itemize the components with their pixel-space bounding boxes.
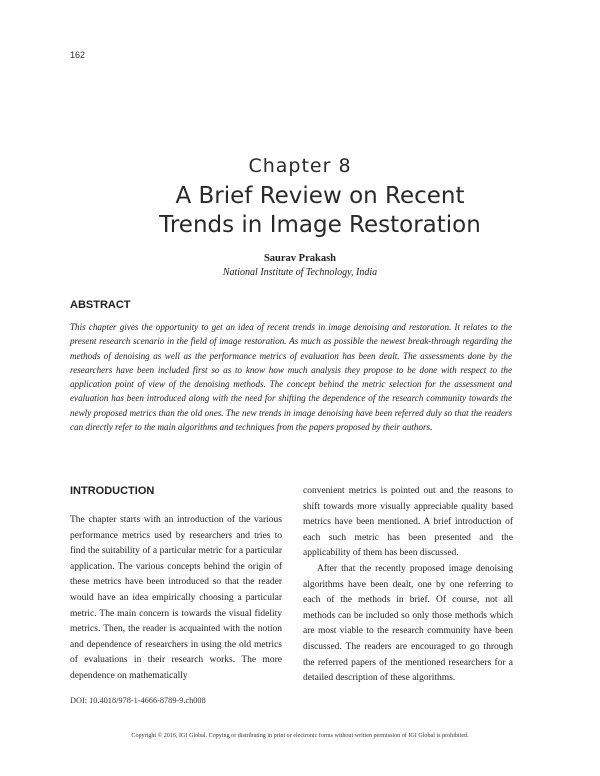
copyright-notice: Copyright © 2016, IGI Global. Copying or distributing in print or electronic forms without written permission of IGI Global is prohibited. <box>131 733 469 739</box>
chapter-label: Chapter 8 <box>248 155 352 177</box>
abstract-heading: ABSTRACT <box>70 299 131 311</box>
doi-line: DOI: 10.4018/978-1-4666-8789-9.ch008 <box>70 696 206 705</box>
chapter-title-line-1: A Brief Review on Recent <box>175 183 465 209</box>
intro-right-paragraph-2: After that the recently proposed image denoising algorithms have been dealt, one by one referring to each of the methods in brief. Of course, not all methods can be included so only those methods which are most viable to the research community have been discussed. The readers are encouraged to go through the referred papers of the mentioned researchers for a detailed description of these algorithms. <box>303 563 513 684</box>
introduction-heading: INTRODUCTION <box>70 485 155 497</box>
page-number: 162 <box>70 50 86 60</box>
intro-left-paragraph: The chapter starts with an introduction of the various performance metrics used by researchers and tries to find the suitability of a particular metric for a particular application. The various concepts behind the origin of these metrics have been introduced so that the reader would have an idea empirically choosing a particular metric. The main concern is towards the visual fidelity metrics. Then, the reader is acquainted with the notion and dependence of researchers in using the old metrics of evaluations in their research works. The more dependence on mathematically <box>70 515 282 681</box>
author-name: Saurav Prakash <box>263 253 337 264</box>
chapter-title <box>40 182 600 240</box>
right-column <box>303 484 513 687</box>
abstract-text: This chapter gives the opportunity to get an idea of recent trends in image denoising and restoration. It relates to the present research scenario in the field of image restoration. As much as possible the newest break-through regarding the methods of denoising as well as the performance metrics of evaluation has been dealt. The assessments done by the researchers have been included first so as to know how much analysis they propose to be done with respect to the application point of view of the denoising methods. The concept behind the metric selection for the assessment and evaluation has been introduced along with the need for shifting the dependence of the research community towards the newly proposed metrics than the old ones. The new trends in image denoising have been referred duly so that the readers can directly refer to the main algorithms and techniques from the papers proposed by their authors. <box>70 322 512 433</box>
left-column <box>70 484 282 685</box>
chapter-title-line-2: Trends in Image Restoration <box>159 212 481 238</box>
intro-right-paragraph-1: convenient metrics is pointed out and the reasons to shift towards more visually appreciable quality based metrics have been mentioned. A brief introduction of each such metric has been presented and the applicability of them has been discussed. <box>303 486 513 559</box>
author-affiliation: National Institute of Technology, India <box>222 267 378 278</box>
